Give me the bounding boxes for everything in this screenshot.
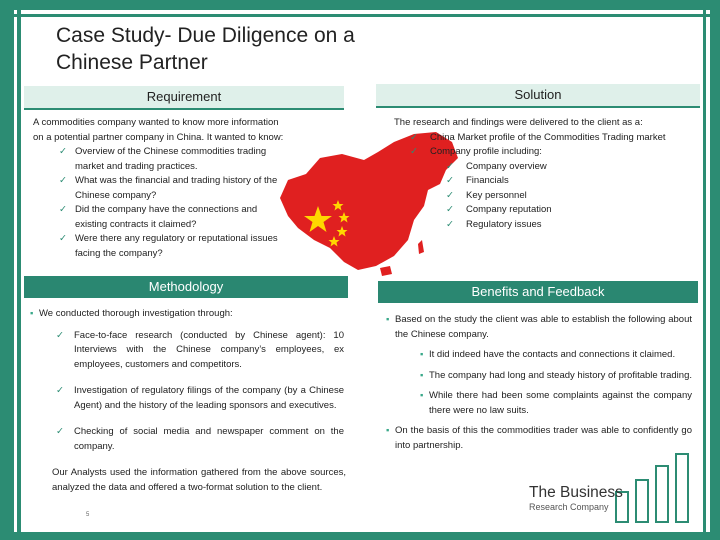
frame-left-line xyxy=(17,0,21,540)
check-icon: ✓ xyxy=(56,385,64,396)
methodology-item: ✓ Face-to-face research (conducted by Chinese agent): 10 Interviews with the Chinese company’s employees, ex employees, customers and competitors. xyxy=(30,329,348,373)
methodology-item: ✓ Checking of social media and newspaper comment on the company. xyxy=(30,425,348,454)
bullet-icon: ▪ xyxy=(30,308,34,319)
page-title: Case Study- Due Diligence on a Chinese Partner xyxy=(56,24,355,74)
solution-sub-item: ✓ Key personnel xyxy=(394,189,694,204)
check-icon: ✓ xyxy=(446,204,454,215)
methodology-intro: ▪ We conducted thorough investigation through: xyxy=(30,307,348,322)
check-icon: ✓ xyxy=(59,146,67,157)
requirement-intro: A commodities company wanted to know more information on a potential partner company in China. It wanted to know: xyxy=(33,117,284,143)
methodology-conclusion: Our Analysts used the information gathered from the above sources, analyzed the data and offered a two-format solution to the client. xyxy=(52,467,346,493)
frame-left-bar xyxy=(0,0,14,540)
solution-sub-item: ✓ Regulatory issues xyxy=(394,218,694,233)
solution-sub-item: ✓ Financials xyxy=(394,174,694,189)
check-icon: ✓ xyxy=(410,131,418,143)
benefits-intro: ▪ Based on the study the client was able to establish the following about the Chinese company. xyxy=(386,313,692,342)
benefits-conclusion: ▪ On the basis of this the commodities trader was able to confidently go into partnership. xyxy=(386,424,692,453)
check-icon: ✓ xyxy=(446,175,454,186)
check-icon: ✓ xyxy=(59,233,67,244)
frame-top-bar xyxy=(0,0,720,10)
methodology-text xyxy=(30,307,348,495)
requirement-item: ✓ Did the company have the connections and existing contracts it claimed? xyxy=(33,203,288,232)
requirement-item: ✓ Overview of the Chinese commodities trading market and trading practices. xyxy=(33,145,288,174)
bullet-icon: ▪ xyxy=(420,369,424,381)
page-number: 5 xyxy=(86,512,90,518)
frame-right-bar xyxy=(710,0,720,540)
methodology-item: ✓ Investigation of regulatory filings of the company (by a Chinese Agent) and the history of the leading sponsors and executives. xyxy=(30,384,348,413)
bullet-icon: ▪ xyxy=(420,349,424,360)
check-icon: ✓ xyxy=(59,204,67,215)
check-icon: ✓ xyxy=(446,189,454,201)
check-icon: ✓ xyxy=(56,329,64,341)
solution-item: ✓ Company profile including: xyxy=(394,145,694,160)
requirement-header: Requirement xyxy=(24,86,344,110)
bullet-icon: ▪ xyxy=(386,314,390,325)
solution-sub-item: ✓ Company overview xyxy=(394,160,694,175)
benefits-item: ▪ It did indeed have the contacts and connections it claimed. xyxy=(386,348,692,363)
frame-bottom-bar xyxy=(0,532,720,540)
benefits-header: Benefits and Feedback xyxy=(378,281,698,303)
solution-text xyxy=(394,116,694,232)
check-icon: ✓ xyxy=(59,175,67,186)
check-icon: ✓ xyxy=(410,146,418,157)
company-logo-icon xyxy=(612,452,704,524)
bullet-icon: ▪ xyxy=(386,425,390,436)
requirement-text xyxy=(33,116,288,261)
check-icon: ✓ xyxy=(446,160,454,172)
benefits-item: ▪ The company had long and steady history of profitable trading. xyxy=(386,369,692,384)
methodology-header: Methodology xyxy=(24,276,348,298)
requirement-item: ✓ What was the financial and trading history of the Chinese company? xyxy=(33,174,288,203)
check-icon: ✓ xyxy=(446,218,454,230)
logo-name: The Business xyxy=(529,484,623,501)
benefits-text xyxy=(386,313,692,453)
logo-tagline: Research Company xyxy=(529,502,609,512)
bullet-icon: ▪ xyxy=(420,390,424,401)
solution-item: ✓ China Market profile of the Commodities Trading market xyxy=(394,131,694,146)
solution-header: Solution xyxy=(376,84,700,108)
solution-sub-item: ✓ Company reputation xyxy=(394,203,694,218)
benefits-item: ▪ While there had been some complaints against the company there were no law suits. xyxy=(386,389,692,418)
frame-top-line xyxy=(0,14,720,17)
requirement-item: ✓ Were there any regulatory or reputational issues facing the company? xyxy=(33,232,288,261)
solution-intro: The research and findings were delivered to the client as a: xyxy=(394,117,643,128)
check-icon: ✓ xyxy=(56,426,64,437)
